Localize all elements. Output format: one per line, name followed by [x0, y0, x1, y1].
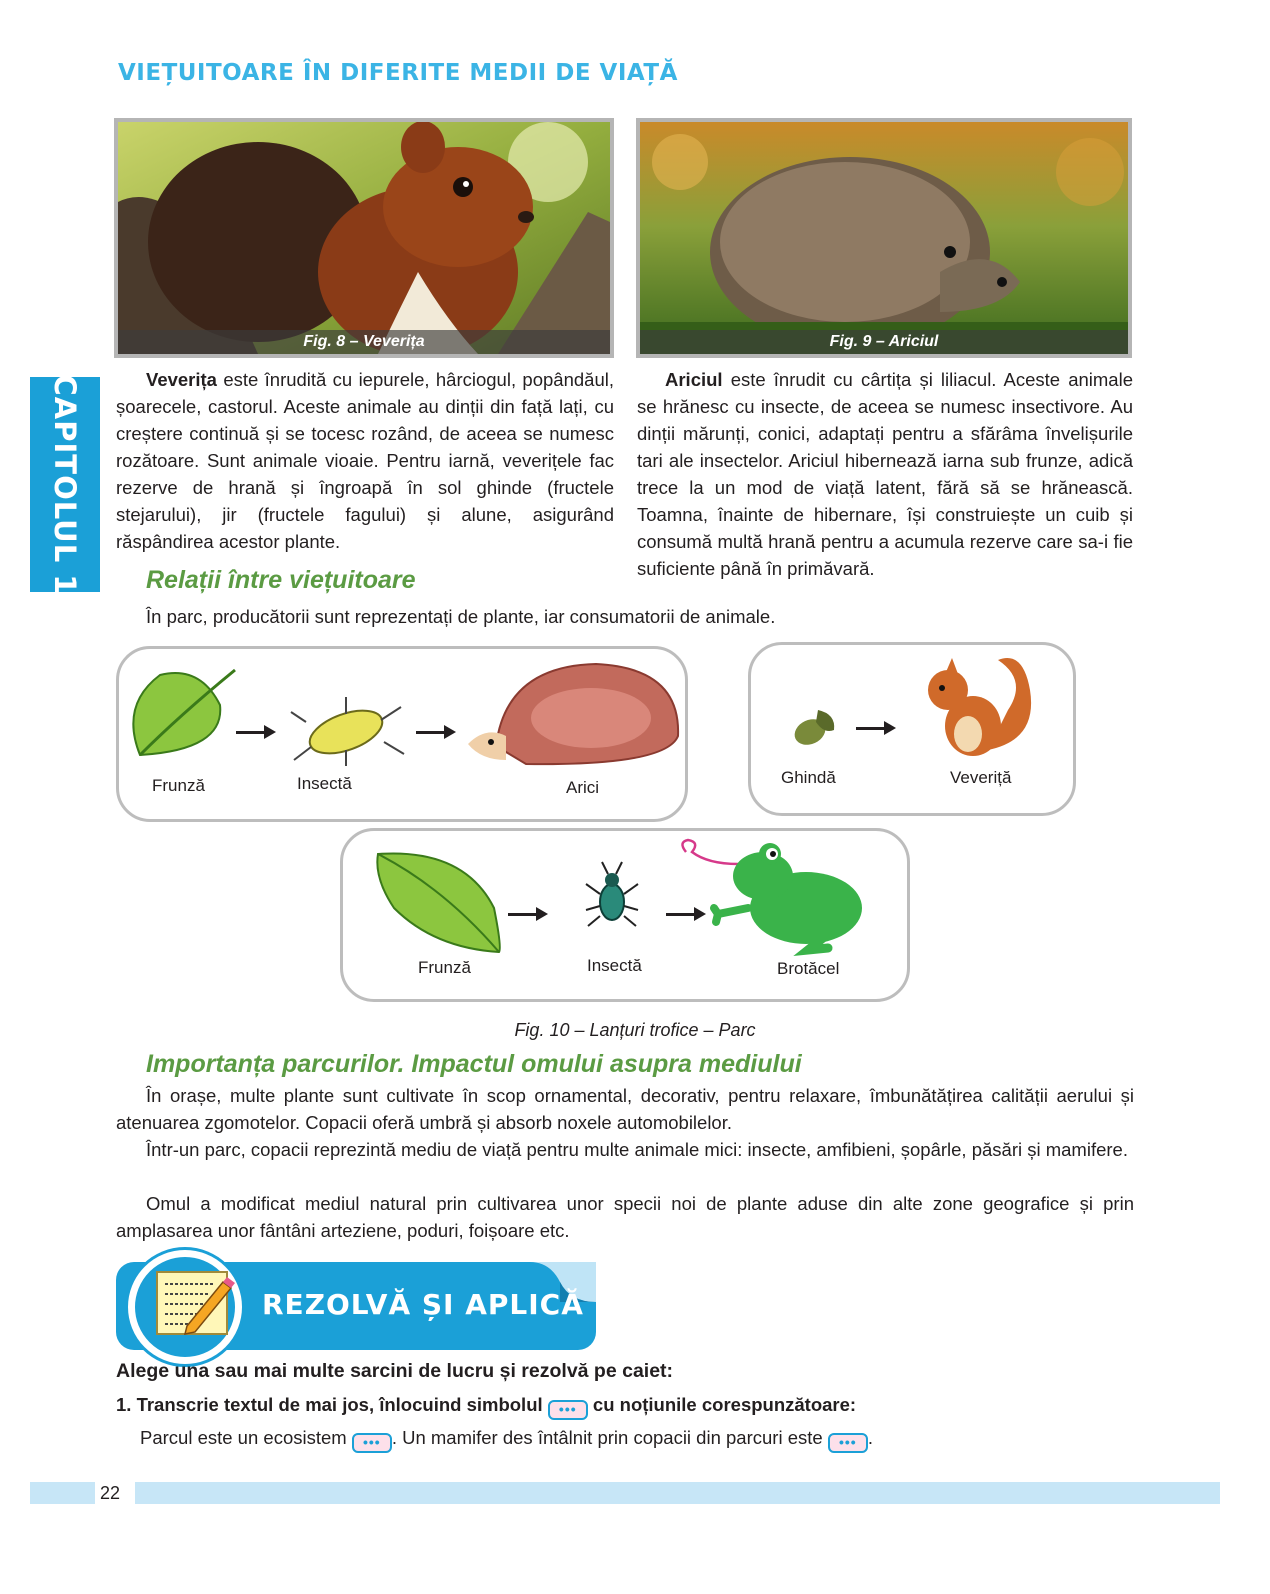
chapter-header: VIEȚUITOARE ÎN DIFERITE MEDII DE VIAȚĂ [118, 60, 678, 86]
fill-text-part-1: Parcul este un ecosistem [140, 1427, 347, 1448]
squirrel-text: este înrudită cu iepurele, hârciogul, popândăul, șoarecele, castorul. Aceste animale au dinții din față lați, cu creștere continuă și se tocesc rozând, de aceea se numesc rozătoare. Sunt animale vioaie. Pentru iarnă, veverițele fac rezerve de hrană și îngroapă în sol ghinde (fructele stejarului), jir (fructele fagului) și alune, asigurând răspândirea acestor plante. [116, 369, 614, 552]
chain2-label-1: Ghindă [781, 768, 836, 787]
chain3-label-1: Frunză [418, 958, 471, 977]
arrow-icon [416, 722, 456, 742]
hedgehog-paragraph [637, 366, 1133, 582]
fig10-caption: Fig. 10 – Lanțuri trofice – Parc [514, 1020, 756, 1040]
squirrel-illustration [118, 122, 610, 354]
arrow-icon [856, 718, 896, 738]
hedgehog-photo [636, 118, 1132, 358]
squirrel-photo [114, 118, 614, 358]
arrow-icon [236, 722, 276, 742]
section-heading-relations: Relații între viețuitoare [146, 566, 416, 594]
importance-paragraph-2: Într-un parc, copacii reprezintă mediu de viață pentru multe animale mici: insecte, amfibieni, șopârle, păsări și mamifere. [146, 1139, 1128, 1160]
placeholder-symbol-icon: ••• [548, 1400, 588, 1420]
leaf-icon [120, 665, 240, 765]
notepad-pencil-icon [155, 1268, 235, 1338]
chapter-side-tab-label: CAPITOLUL 1 [48, 374, 82, 595]
section-heading-importance: Importanța parcurilor. Impactul omului asupra mediului [146, 1050, 802, 1078]
blank-1-symbol-icon: ••• [352, 1433, 392, 1453]
task-1-text-after: cu noțiunile corespunzătoare: [592, 1394, 857, 1415]
chain1-label-2: Insectă [297, 774, 352, 793]
chain2-label-2: Veveriță [950, 768, 1012, 787]
task-1-fill-text [140, 1427, 873, 1453]
arrow-icon [508, 904, 548, 924]
footer-bar-left [30, 1482, 95, 1504]
acorn-icon [788, 704, 840, 750]
fig8-caption: Fig. 8 – Veverița [118, 330, 610, 354]
hedgehog-text: este înrudit cu cârtița și liliacul. Aceste animale se hrănesc cu insecte, de aceea se numesc insectivore. Au dinții mărunți, conici, adaptați pentru a sfărâma învelișurile tari ale insectelor. Ariciul hibernează iarna sub frunze, adică trece la un mod de viață latent, fără să se hrănească. Toamna, înainte de hibernare, își construiește un cuib și consumă multă hrană pentru a acumula rezerve care sa-i fie suficiente până în primăvară. [637, 369, 1133, 579]
importance-paragraph-3: Omul a modificat mediul natural prin cultivarea unor specii noi de plante aduse din alte zone geografice și prin amplasarea unor fântâni arteziene, poduri, foișoare etc. [116, 1193, 1134, 1241]
hedgehog-term: Ariciul [665, 369, 723, 390]
section-intro: În parc, producătorii sunt reprezentați de plante, iar consumatorii de animale. [146, 606, 776, 627]
hedgehog-illustration [640, 122, 1128, 354]
importance-paragraph-1: În orașe, multe plante sunt cultivate în scop ornamental, decorativ, pentru relaxare, îmbunătățirea calității aerului și atenuarea zgomotelor. Copacii oferă umbră și absorb noxele automobilelor. [116, 1085, 1134, 1133]
task-1 [116, 1394, 856, 1420]
footer-bar-right [135, 1482, 1220, 1504]
frog-icon [678, 838, 872, 956]
leaf-icon [374, 848, 504, 956]
fig9-caption: Fig. 9 – Ariciul [640, 330, 1128, 354]
fill-text-part-3: . [867, 1427, 873, 1448]
task-instruction: Alege una sau mai multe sarcini de lucru și rezolvă pe caiet: [116, 1360, 674, 1382]
banner-title: REZOLVĂ ȘI APLICĂ [262, 1288, 584, 1321]
squirrel-icon [918, 650, 1038, 762]
fill-text-part-2: . Un mamifer des întâlnit prin copacii din parcuri este [391, 1427, 823, 1448]
chain3-label-2: Insectă [587, 956, 642, 975]
task-1-text-before: 1. Transcrie textul de mai jos, înlocuind simbolul [116, 1394, 543, 1415]
hedgehog-icon [466, 656, 686, 772]
footer-bar [30, 1482, 1220, 1504]
squirrel-term: Veverița [146, 369, 217, 390]
chain1-label-3: Arici [566, 778, 600, 797]
blank-2-symbol-icon: ••• [828, 1433, 868, 1453]
beetle-icon [584, 860, 640, 930]
squirrel-paragraph [116, 366, 614, 555]
chain1-label-1: Frunză [152, 776, 205, 795]
chapter-side-tab [30, 374, 100, 595]
insect-icon [286, 692, 406, 768]
page-number: 22 [100, 1483, 121, 1503]
chain3-label-3: Brotăcel [777, 959, 840, 978]
